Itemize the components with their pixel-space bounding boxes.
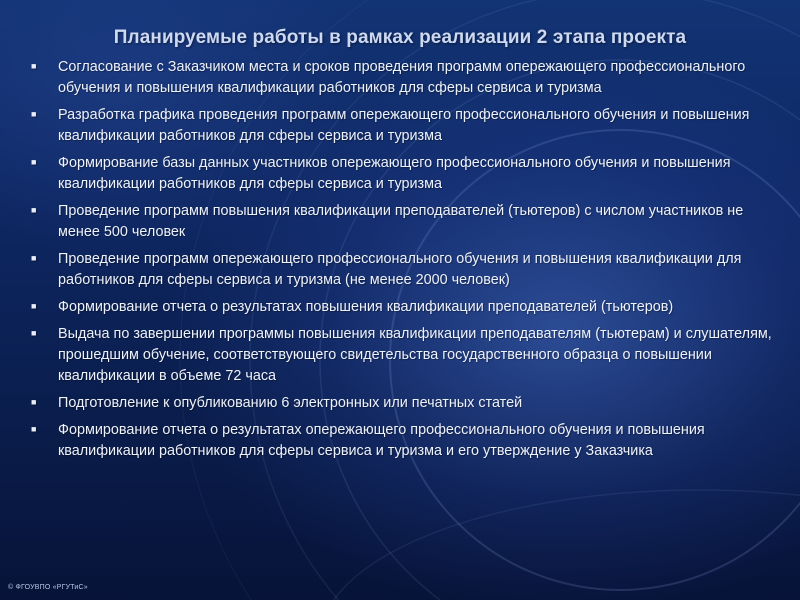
list-item-text: Формирование отчета о результатах опережающего профессионального обучения и повышения квалификации работников для сферы сервиса и туризма и его утверждение у Заказчика xyxy=(58,422,705,459)
list-item xyxy=(30,324,782,387)
list-item xyxy=(30,393,782,414)
list-item-text: Формирование базы данных участников опережающего профессионального обучения и повышения квалификации работников для сферы сервиса и туризма xyxy=(58,155,731,192)
list-item-text: Проведение программ опережающего профессионального обучения и повышения квалификации для работников для сферы сервиса и туризма (не менее 2000 человек) xyxy=(58,251,742,288)
square-bullet-icon: ■ xyxy=(31,328,37,338)
list-item xyxy=(30,249,782,291)
square-bullet-icon: ■ xyxy=(31,424,37,434)
square-bullet-icon: ■ xyxy=(31,301,37,311)
list-item-text: Формирование отчета о результатах повышения квалификации преподавателей (тьютеров) xyxy=(58,299,674,315)
slide-title: Планируемые работы в рамках реализации 2 этапа проекта xyxy=(113,27,687,48)
list-item xyxy=(30,420,782,462)
list-item-text: Проведение программ повышения квалификации преподавателей (тьютеров) с числом участников не менее 500 человек xyxy=(58,203,744,240)
list-item-text: Подготовление к опубликованию 6 электронных или печатных статей xyxy=(58,395,523,411)
list-item xyxy=(30,105,782,147)
list-item-text: Согласование с Заказчиком места и сроков проведения программ опережающего профессионального обучения и повышения квалификации работников для сферы сервиса и туризма xyxy=(58,59,746,96)
list-item-text: Выдача по завершении программы повышения квалификации преподавателям (тьютерам) и слушателям, прошедшим обучение, соответствующего свидетельства государственного образца о повышении квалификации в объеме 72 часа xyxy=(58,326,772,384)
square-bullet-icon: ■ xyxy=(31,61,37,71)
list-item xyxy=(30,201,782,243)
list-item xyxy=(30,57,782,99)
bullet-list xyxy=(30,57,782,468)
square-bullet-icon: ■ xyxy=(31,109,37,119)
square-bullet-icon: ■ xyxy=(31,253,37,263)
square-bullet-icon: ■ xyxy=(31,397,37,407)
list-item-text: Разработка графика проведения программ опережающего профессионального обучения и повышения квалификации работников для сферы сервиса и туризма xyxy=(58,107,750,144)
square-bullet-icon: ■ xyxy=(31,157,37,167)
list-item xyxy=(30,153,782,195)
list-item xyxy=(30,297,782,318)
square-bullet-icon: ■ xyxy=(31,205,37,215)
footer-copyright: © ФГОУВПО «РГУТиС» xyxy=(8,584,88,591)
